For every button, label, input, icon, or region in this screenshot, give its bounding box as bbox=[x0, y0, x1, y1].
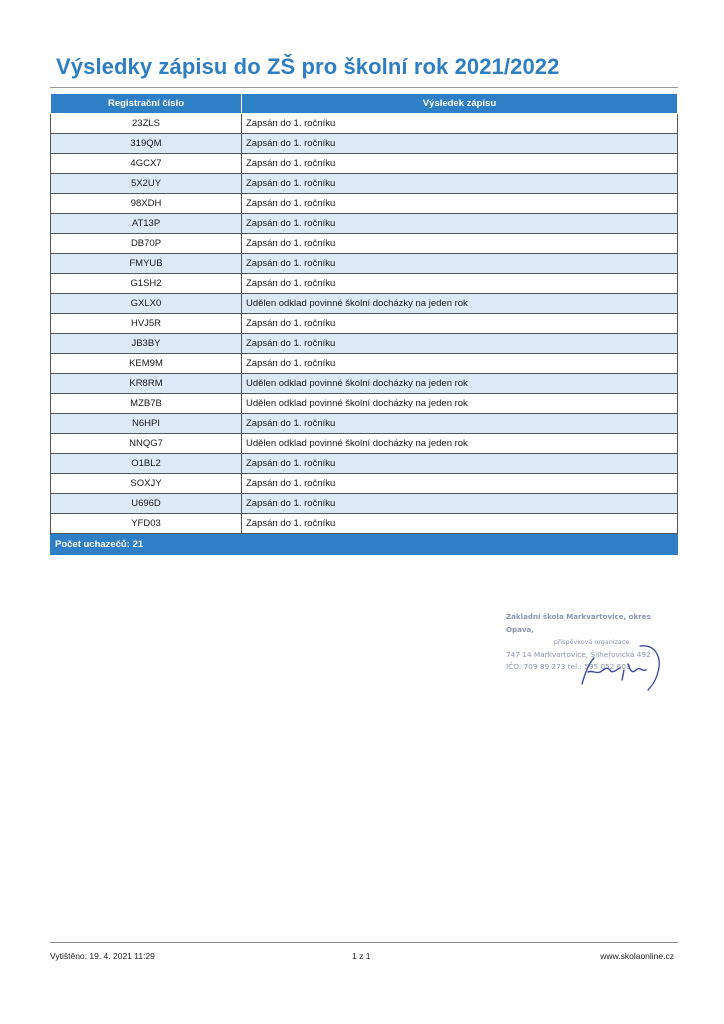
table-row bbox=[51, 274, 678, 294]
table-header bbox=[51, 94, 678, 114]
table-row bbox=[51, 374, 678, 394]
enrollment-result-cell: Zapsán do 1. ročníku bbox=[242, 114, 678, 134]
registration-number-cell: U696D bbox=[51, 494, 242, 514]
page-number: 1 z 1 bbox=[352, 951, 371, 961]
table-row bbox=[51, 114, 678, 134]
enrollment-result-cell: Zapsán do 1. ročníku bbox=[242, 254, 678, 274]
registration-number-cell: N6HPI bbox=[51, 414, 242, 434]
enrollment-result-cell: Udělen odklad povinné školní docházky na jeden rok bbox=[242, 434, 678, 454]
registration-number-cell: DB70P bbox=[51, 234, 242, 254]
table-row bbox=[51, 134, 678, 154]
registration-number-cell: SOXJY bbox=[51, 474, 242, 494]
enrollment-result-cell: Zapsán do 1. ročníku bbox=[242, 514, 678, 534]
enrollment-result-cell: Zapsán do 1. ročníku bbox=[242, 274, 678, 294]
header-row bbox=[51, 94, 678, 114]
table-row bbox=[51, 514, 678, 534]
stamp-school-name: Základní škola Markvartovice, okres Opava, bbox=[506, 612, 651, 634]
stamp-contact: IČO: 709 89 273 tel.: 595 052 603 bbox=[506, 662, 631, 671]
applicant-count: Počet uchazečů: 21 bbox=[51, 534, 678, 555]
enrollment-result-cell: Zapsán do 1. ročníku bbox=[242, 134, 678, 154]
table-row bbox=[51, 474, 678, 494]
enrollment-result-cell: Udělen odklad povinné školní docházky na jeden rok bbox=[242, 394, 678, 414]
registration-number-cell: NNQG7 bbox=[51, 434, 242, 454]
table-row bbox=[51, 234, 678, 254]
stamp-address: 747 14 Markvartovice, Šilheřovická 492 bbox=[506, 649, 651, 659]
registration-number-cell: 98XDH bbox=[51, 194, 242, 214]
page-title: Výsledky zápisu do ZŠ pro školní rok 2021/2022 bbox=[56, 54, 560, 79]
registration-number-cell: MZB7B bbox=[51, 394, 242, 414]
registration-number-cell: 319QM bbox=[51, 134, 242, 154]
handwritten-signature bbox=[570, 640, 670, 692]
table-row bbox=[51, 454, 678, 474]
registration-number-cell: 5X2UY bbox=[51, 174, 242, 194]
table-footer bbox=[51, 534, 678, 555]
table-row bbox=[51, 254, 678, 274]
enrollment-result-cell: Zapsán do 1. ročníku bbox=[242, 314, 678, 334]
registration-number-cell: JB3BY bbox=[51, 334, 242, 354]
registration-number-cell: 4GCX7 bbox=[51, 154, 242, 174]
table-row bbox=[51, 174, 678, 194]
table-row bbox=[51, 214, 678, 234]
table-row bbox=[51, 494, 678, 514]
registration-number-cell: AT13P bbox=[51, 214, 242, 234]
enrollment-result-cell: Zapsán do 1. ročníku bbox=[242, 414, 678, 434]
registration-number-cell: G1SH2 bbox=[51, 274, 242, 294]
table-body bbox=[51, 114, 678, 534]
enrollment-result-cell: Zapsán do 1. ročníku bbox=[242, 194, 678, 214]
registration-number-cell: 23ZLS bbox=[51, 114, 242, 134]
enrollment-result-cell: Zapsán do 1. ročníku bbox=[242, 234, 678, 254]
enrollment-result-cell: Zapsán do 1. ročníku bbox=[242, 154, 678, 174]
enrollment-result-cell: Zapsán do 1. ročníku bbox=[242, 214, 678, 234]
registration-number-cell: O1BL2 bbox=[51, 454, 242, 474]
website-link[interactable]: www.skolaonline.cz bbox=[600, 951, 674, 961]
stamp-organization-type: příspěvková organizace bbox=[553, 638, 630, 646]
enrollment-result-cell: Zapsán do 1. ročníku bbox=[242, 474, 678, 494]
enrollment-result-cell: Udělen odklad povinné školní docházky na jeden rok bbox=[242, 374, 678, 394]
table-row bbox=[51, 194, 678, 214]
footer-divider bbox=[50, 942, 678, 943]
registration-number-cell: KEM9M bbox=[51, 354, 242, 374]
table-row bbox=[51, 354, 678, 374]
enrollment-result-cell: Zapsán do 1. ročníku bbox=[242, 454, 678, 474]
enrollment-result-cell: Zapsán do 1. ročníku bbox=[242, 354, 678, 374]
table-row bbox=[51, 154, 678, 174]
table-row bbox=[51, 334, 678, 354]
registration-number-cell: HVJ5R bbox=[51, 314, 242, 334]
registration-number-cell: GXLX0 bbox=[51, 294, 242, 314]
registration-number-cell: KR8RM bbox=[51, 374, 242, 394]
enrollment-result-cell: Zapsán do 1. ročníku bbox=[242, 334, 678, 354]
title-divider bbox=[50, 87, 678, 88]
enrollment-result-cell: Udělen odklad povinné školní docházky na jeden rok bbox=[242, 294, 678, 314]
printed-timestamp: Vytištěno: 19. 4. 2021 11:29 bbox=[50, 951, 155, 961]
table-row bbox=[51, 414, 678, 434]
footer-row bbox=[51, 534, 678, 555]
registration-number-cell: YFD03 bbox=[51, 514, 242, 534]
table-row bbox=[51, 314, 678, 334]
column-header-result: Výsledek zápisu bbox=[242, 94, 678, 114]
table-row bbox=[51, 434, 678, 454]
table-row bbox=[51, 394, 678, 414]
registration-number-cell: FMYUB bbox=[51, 254, 242, 274]
results-table bbox=[50, 93, 678, 555]
column-header-registration-number: Registrační číslo bbox=[51, 94, 242, 114]
enrollment-result-cell: Zapsán do 1. ročníku bbox=[242, 174, 678, 194]
table-row bbox=[51, 294, 678, 314]
enrollment-result-cell: Zapsán do 1. ročníku bbox=[242, 494, 678, 514]
